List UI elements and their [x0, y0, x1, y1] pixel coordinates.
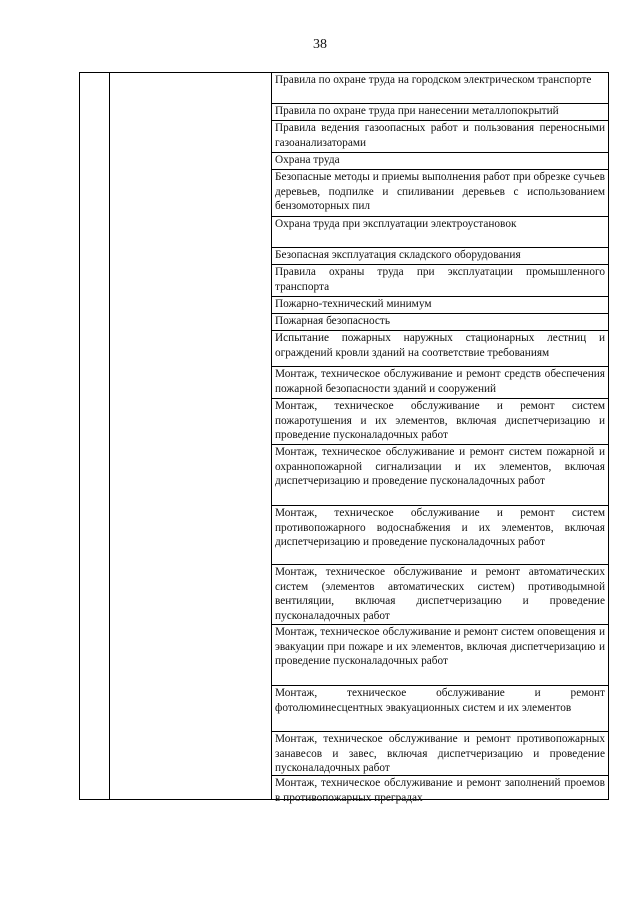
- row-text: Охрана труда: [275, 154, 340, 166]
- row-text: Правила охраны труда при эксплуатации промышленного транспорта: [275, 266, 605, 293]
- table-row: [272, 265, 608, 297]
- row-text: Безопасная эксплуатация складского оборудования: [275, 249, 521, 261]
- table-row: [272, 399, 608, 445]
- table-row: [272, 170, 608, 217]
- table-row: [272, 153, 608, 170]
- table-row: [272, 565, 608, 625]
- row-text: Правила ведения газоопасных работ и пользования переносными газоанализаторами: [275, 122, 605, 149]
- row-text: Пожарно-технический минимум: [275, 298, 432, 310]
- table-row: [272, 445, 608, 506]
- table-row: [272, 367, 608, 399]
- row-text: Пожарная безопасность: [275, 315, 391, 327]
- table-row: [272, 121, 608, 153]
- row-text: Монтаж, техническое обслуживание и ремонт систем оповещения и эвакуации при пожаре и их элементов, включая диспетчеризацию и проведение пусконаладочных работ: [275, 626, 605, 668]
- column-divider: [109, 73, 110, 799]
- table-row: [272, 314, 608, 331]
- row-text: Монтаж, техническое обслуживание и ремонт систем пожаротушения и их элементов, включая диспетчеризацию и проведение пусконаладочных работ: [275, 400, 605, 442]
- table-row: [272, 506, 608, 565]
- table-row: [272, 217, 608, 248]
- table-row: [272, 732, 608, 776]
- course-list: [272, 73, 608, 804]
- row-text: Монтаж, техническое обслуживание и ремонт автоматических систем (элементов автоматических систем) противодымной вентиляции, включая диспетчеризацию и проведение пусконаладочных работ: [275, 566, 605, 622]
- table-row: [272, 73, 608, 104]
- row-text: Монтаж, техническое обслуживание и ремонт заполнений проемов в противопожарных преградах: [275, 777, 605, 804]
- table-row: [272, 331, 608, 367]
- table-row: [272, 297, 608, 314]
- page-number: 38: [313, 37, 327, 52]
- row-text: Безопасные методы и приемы выполнения работ при обрезке сучьев деревьев, подпилке и спиливании деревьев с использованием бензомоторных пил: [275, 171, 605, 213]
- row-text: Монтаж, техническое обслуживание и ремонт систем противопожарного водоснабжения и их элементов, включая диспетчеризацию и проведение пусконаладочных работ: [275, 507, 605, 549]
- course-table: [79, 72, 609, 804]
- row-text: Монтаж, техническое обслуживание и ремонт систем пожарной и охраннопожарной сигнализации и их элементов, включая диспетчеризацию и проведение пусконаладочных работ: [275, 446, 605, 488]
- row-text: Монтаж, техническое обслуживание и ремонт средств обеспечения пожарной безопасности зданий и сооружений: [275, 368, 605, 395]
- row-text: Монтаж, техническое обслуживание и ремонт фотолюминесцентных эвакуационных систем и их элементов: [275, 687, 605, 714]
- table-row: [272, 104, 608, 121]
- table-row: [272, 686, 608, 732]
- table-row: [272, 248, 608, 265]
- table-row: [272, 776, 608, 804]
- row-text: Правила по охране труда на городском электрическом транспорте: [275, 74, 592, 86]
- row-text: Испытание пожарных наружных стационарных лестниц и ограждений кровли зданий на соответствие требованиям: [275, 332, 605, 359]
- table-row: [272, 625, 608, 686]
- row-text: Правила по охране труда при нанесении металлопокрытий: [275, 105, 559, 117]
- row-text: Монтаж, техническое обслуживание и ремонт противопожарных занавесов и завес, включая диспетчеризацию и проведение пусконаладочных работ: [275, 733, 605, 775]
- row-text: Охрана труда при эксплуатации электроустановок: [275, 218, 517, 230]
